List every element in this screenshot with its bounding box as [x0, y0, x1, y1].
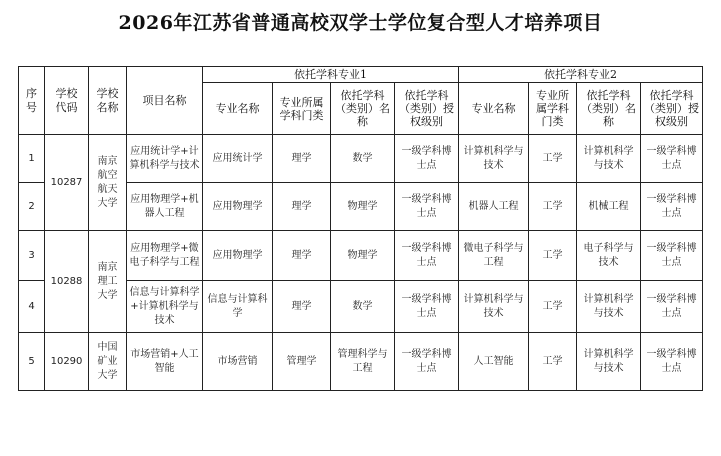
row-seq: 2: [19, 183, 45, 231]
m1-major-name: 应用物理学: [203, 183, 273, 231]
header-school-name: 学校名称: [89, 67, 127, 135]
m2-major-category: 工学: [529, 333, 577, 391]
project-name: 应用物理学+微电子科学与工程: [127, 231, 203, 281]
header-m1-discipline-name: 依托学科（类别）名称: [331, 83, 395, 135]
row-seq: 1: [19, 135, 45, 183]
school-name: 南京航空航天大学: [89, 135, 127, 231]
project-name: 市场营销+人工智能: [127, 333, 203, 391]
m1-auth-level: 一级学科博士点: [395, 135, 459, 183]
m1-discipline: 物理学: [331, 183, 395, 231]
m2-auth-level: 一级学科博士点: [641, 231, 703, 281]
header-school-code: 学校代码: [45, 67, 89, 135]
header-seq: 序号: [19, 67, 45, 135]
m1-auth-level: 一级学科博士点: [395, 231, 459, 281]
m1-major-category: 理学: [273, 231, 331, 281]
header-major2-group: 依托学科专业2: [459, 67, 703, 83]
m1-major-category: 理学: [273, 183, 331, 231]
document-title: 2026年江苏省普通高校双学士学位复合型人才培养项目: [118, 12, 603, 34]
project-name: 应用物理学+机器人工程: [127, 183, 203, 231]
header-project-name: 项目名称: [127, 67, 203, 135]
m1-major-name: 应用物理学: [203, 231, 273, 281]
table-row: [19, 135, 703, 183]
header-m2-auth-level: 依托学科（类别）授权级别: [641, 83, 703, 135]
header-m1-major-name: 专业名称: [203, 83, 273, 135]
m2-auth-level: 一级学科博士点: [641, 281, 703, 333]
m2-major-category: 工学: [529, 183, 577, 231]
m1-discipline: 数学: [331, 135, 395, 183]
table-row: [19, 231, 703, 281]
school-name: 南京理工大学: [89, 231, 127, 333]
m1-major-name: 信息与计算科学: [203, 281, 273, 333]
m1-discipline: 管理科学与工程: [331, 333, 395, 391]
header-m2-major-category: 专业所属学科门类: [529, 83, 577, 135]
school-code: 10287: [45, 135, 89, 231]
m1-major-category: 管理学: [273, 333, 331, 391]
row-seq: 5: [19, 333, 45, 391]
school-code: 10288: [45, 231, 89, 333]
m2-major-name: 机器人工程: [459, 183, 529, 231]
m2-major-name: 计算机科学与技术: [459, 135, 529, 183]
row-seq: 4: [19, 281, 45, 333]
m2-discipline: 计算机科学与技术: [577, 281, 641, 333]
m1-auth-level: 一级学科博士点: [395, 333, 459, 391]
m1-major-name: 市场营销: [203, 333, 273, 391]
school-name: 中国矿业大学: [89, 333, 127, 391]
m2-major-name: 计算机科学与技术: [459, 281, 529, 333]
m2-major-name: 人工智能: [459, 333, 529, 391]
m2-discipline: 计算机科学与技术: [577, 333, 641, 391]
m1-major-name: 应用统计学: [203, 135, 273, 183]
m2-auth-level: 一级学科博士点: [641, 135, 703, 183]
m1-discipline: 物理学: [331, 231, 395, 281]
m2-discipline: 机械工程: [577, 183, 641, 231]
header-m1-major-category: 专业所属学科门类: [273, 83, 331, 135]
m1-auth-level: 一级学科博士点: [395, 183, 459, 231]
project-name: 应用统计学+计算机科学与技术: [127, 135, 203, 183]
m2-major-category: 工学: [529, 281, 577, 333]
m1-auth-level: 一级学科博士点: [395, 281, 459, 333]
m1-discipline: 数学: [331, 281, 395, 333]
m2-major-name: 微电子科学与工程: [459, 231, 529, 281]
m2-major-category: 工学: [529, 231, 577, 281]
project-table: [18, 66, 703, 391]
m2-discipline: 计算机科学与技术: [577, 135, 641, 183]
m2-major-category: 工学: [529, 135, 577, 183]
m1-major-category: 理学: [273, 281, 331, 333]
project-name: 信息与计算科学+计算机科学与技术: [127, 281, 203, 333]
m1-major-category: 理学: [273, 135, 331, 183]
school-code: 10290: [45, 333, 89, 391]
header-m2-major-name: 专业名称: [459, 83, 529, 135]
m2-discipline: 电子科学与技术: [577, 231, 641, 281]
table-row: [19, 333, 703, 391]
header-m1-auth-level: 依托学科（类别）授权级别: [395, 83, 459, 135]
m2-auth-level: 一级学科博士点: [641, 183, 703, 231]
m2-auth-level: 一级学科博士点: [641, 333, 703, 391]
header-m2-discipline-name: 依托学科（类别）名称: [577, 83, 641, 135]
row-seq: 3: [19, 231, 45, 281]
header-major1-group: 依托学科专业1: [203, 67, 459, 83]
